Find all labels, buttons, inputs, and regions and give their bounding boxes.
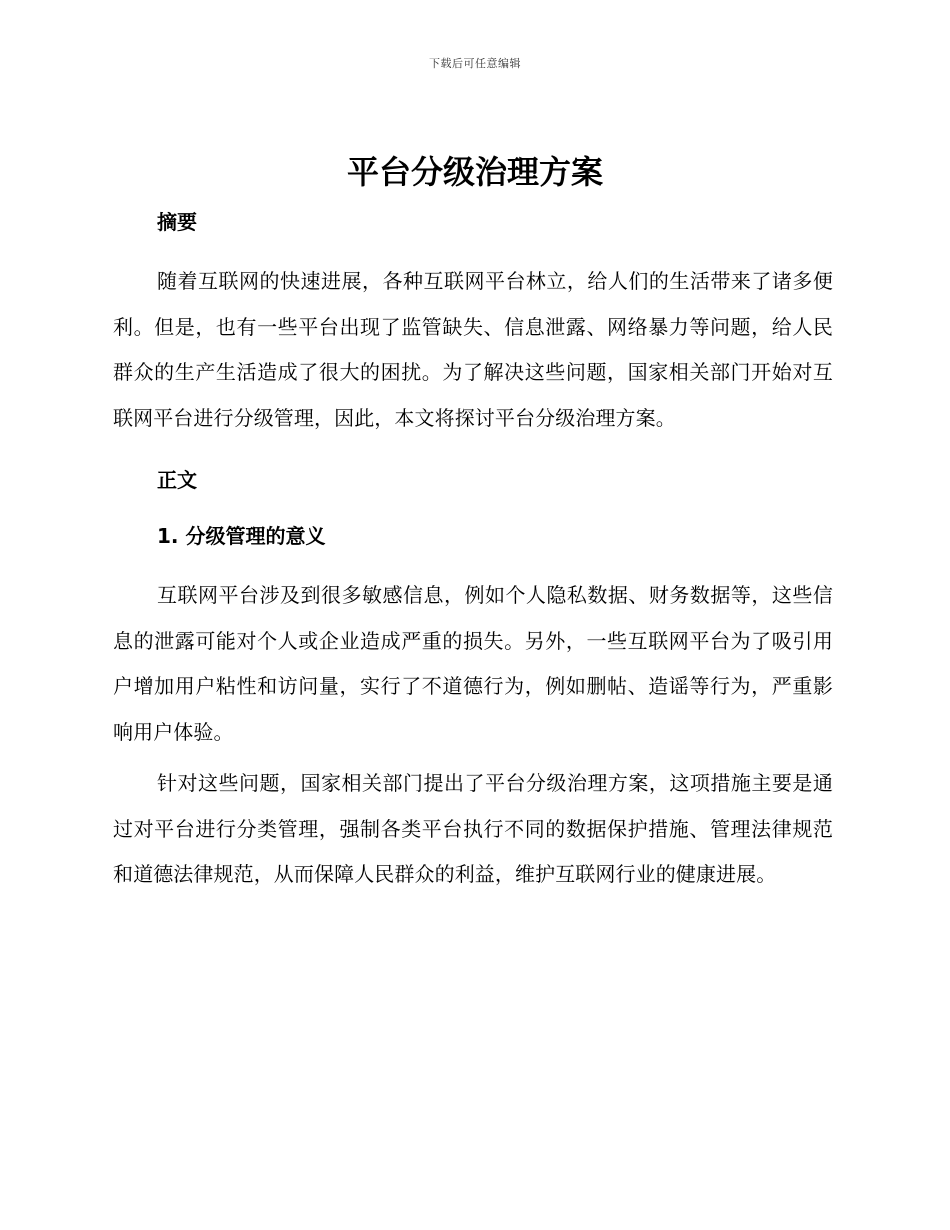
- section-1-heading: 1. 分级管理的意义: [157, 524, 326, 548]
- abstract-paragraph: 随着互联网的快速进展，各种互联网平台林立，给人们的生活带来了诸多便利。但是，也有一些平台出现了监管缺失、信息泄露、网络暴力等问题，给人民群众的生产生活造成了很大的困扰。为了解决这些问题，国家相关部门开始对互联网平台进行分级管理，因此，本文将探讨平台分级治理方案。: [113, 269, 833, 430]
- section-1-paragraph-1: 互联网平台涉及到很多敏感信息，例如个人隐私数据、财务数据等，这些信息的泄露可能对个人或企业造成严重的损失。另外，一些互联网平台为了吸引用户增加用户粘性和访问量，实行了不道德行为，例如删帖、造谣等行为，严重影响用户体验。: [113, 583, 833, 744]
- body-heading: 正文: [157, 468, 197, 492]
- document-content: [113, 205, 833, 898]
- section-1-paragraph-2: 针对这些问题，国家相关部门提出了平台分级治理方案，这项措施主要是通过对平台进行分类管理，强制各类平台执行不同的数据保护措施、管理法律规范和道德法律规范，从而保障人民群众的利益，维护互联网行业的健康进展。: [113, 771, 833, 886]
- document-title: 平台分级治理方案: [346, 153, 603, 191]
- abstract-heading: 摘要: [157, 210, 197, 234]
- header-note: 下载后可任意编辑: [429, 57, 521, 70]
